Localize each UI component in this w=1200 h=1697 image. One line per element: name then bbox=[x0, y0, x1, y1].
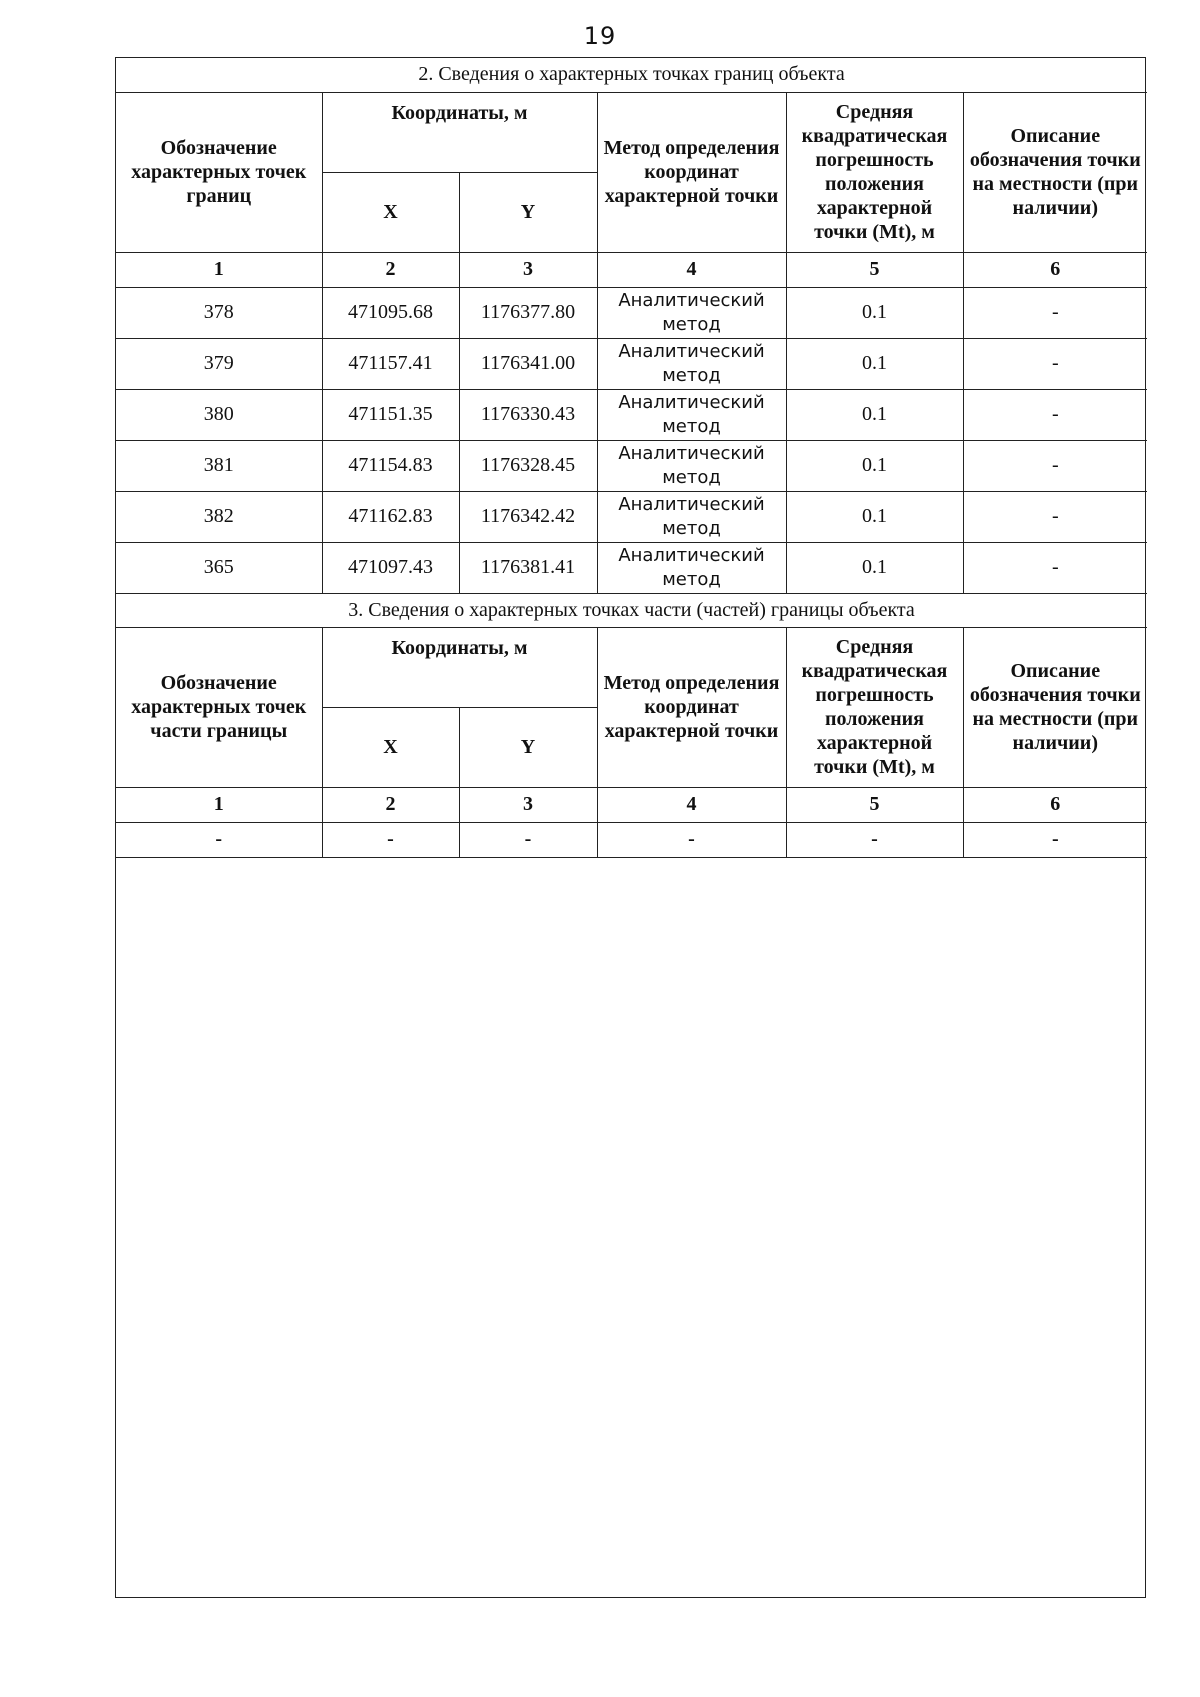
table-row bbox=[116, 389, 1147, 440]
header-x: X bbox=[322, 172, 459, 252]
mean-error: 0.1 bbox=[786, 389, 963, 440]
column-number: 5 bbox=[786, 787, 963, 822]
mean-error: 0.1 bbox=[786, 440, 963, 491]
method: Аналитический метод bbox=[597, 338, 786, 389]
mean-error: 0.1 bbox=[786, 338, 963, 389]
column-number: 1 bbox=[116, 252, 322, 287]
method: Аналитический метод bbox=[597, 542, 786, 593]
header-coordinates: Координаты, м bbox=[322, 92, 597, 172]
header-part-point-designation: Обозначение характерных точек части границы bbox=[116, 627, 322, 787]
method: Аналитический метод bbox=[597, 491, 786, 542]
empty-row bbox=[116, 822, 1147, 857]
empty-cell: - bbox=[963, 822, 1147, 857]
header-y: Y bbox=[459, 707, 597, 787]
column-number: 4 bbox=[597, 252, 786, 287]
table-row bbox=[116, 491, 1147, 542]
empty-cell: - bbox=[597, 822, 786, 857]
coord-y: 1176381.41 bbox=[459, 542, 597, 593]
column-numbers-row bbox=[116, 787, 1147, 822]
method: Аналитический метод bbox=[597, 287, 786, 338]
method: Аналитический метод bbox=[597, 389, 786, 440]
header-y: Y bbox=[459, 172, 597, 252]
mean-error: 0.1 bbox=[786, 287, 963, 338]
boundary-points-table bbox=[116, 58, 1147, 858]
header-description: Описание обозначения точки на местности (при наличии) bbox=[963, 627, 1147, 787]
description: - bbox=[963, 389, 1147, 440]
point-id: 365 bbox=[116, 542, 322, 593]
header-mean-error: Средняя квадратическая погрешность положения характерной точки (Mt), м bbox=[786, 627, 963, 787]
section2-title: 2. Сведения о характерных точках границ объекта bbox=[116, 58, 1147, 92]
mean-error: 0.1 bbox=[786, 542, 963, 593]
column-numbers-row bbox=[116, 252, 1147, 287]
table-row bbox=[116, 287, 1147, 338]
method: Аналитический метод bbox=[597, 440, 786, 491]
empty-cell: - bbox=[459, 822, 597, 857]
description: - bbox=[963, 491, 1147, 542]
column-number: 5 bbox=[786, 252, 963, 287]
table-row bbox=[116, 440, 1147, 491]
column-number: 1 bbox=[116, 787, 322, 822]
column-number: 3 bbox=[459, 252, 597, 287]
header-method: Метод определения координат характерной точки bbox=[597, 627, 786, 787]
coord-x: 471095.68 bbox=[322, 287, 459, 338]
header-point-designation: Обозначение характерных точек границ bbox=[116, 92, 322, 252]
coord-x: 471151.35 bbox=[322, 389, 459, 440]
page-number: 19 bbox=[583, 22, 617, 50]
coord-y: 1176342.42 bbox=[459, 491, 597, 542]
header-method: Метод определения координат характерной точки bbox=[597, 92, 786, 252]
column-number: 3 bbox=[459, 787, 597, 822]
coord-y: 1176341.00 bbox=[459, 338, 597, 389]
empty-cell: - bbox=[786, 822, 963, 857]
coord-y: 1176328.45 bbox=[459, 440, 597, 491]
coord-x: 471157.41 bbox=[322, 338, 459, 389]
coord-y: 1176330.43 bbox=[459, 389, 597, 440]
column-number: 6 bbox=[963, 787, 1147, 822]
description: - bbox=[963, 338, 1147, 389]
description: - bbox=[963, 542, 1147, 593]
point-id: 379 bbox=[116, 338, 322, 389]
column-number: 6 bbox=[963, 252, 1147, 287]
description: - bbox=[963, 440, 1147, 491]
header-mean-error: Средняя квадратическая погрешность положения характерной точки (Mt), м bbox=[786, 92, 963, 252]
document-sheet bbox=[115, 57, 1146, 1598]
header-coordinates: Координаты, м bbox=[322, 627, 597, 707]
point-id: 382 bbox=[116, 491, 322, 542]
table-row bbox=[116, 542, 1147, 593]
mean-error: 0.1 bbox=[786, 491, 963, 542]
point-id: 380 bbox=[116, 389, 322, 440]
point-id: 381 bbox=[116, 440, 322, 491]
empty-cell: - bbox=[322, 822, 459, 857]
coord-y: 1176377.80 bbox=[459, 287, 597, 338]
coord-x: 471154.83 bbox=[322, 440, 459, 491]
column-number: 2 bbox=[322, 787, 459, 822]
header-x: X bbox=[322, 707, 459, 787]
table-row bbox=[116, 338, 1147, 389]
description: - bbox=[963, 287, 1147, 338]
column-number: 4 bbox=[597, 787, 786, 822]
column-number: 2 bbox=[322, 252, 459, 287]
coord-x: 471162.83 bbox=[322, 491, 459, 542]
coord-x: 471097.43 bbox=[322, 542, 459, 593]
header-description: Описание обозначения точки на местности (при наличии) bbox=[963, 92, 1147, 252]
empty-cell: - bbox=[116, 822, 322, 857]
section3-title: 3. Сведения о характерных точках части (частей) границы объекта bbox=[116, 593, 1147, 627]
point-id: 378 bbox=[116, 287, 322, 338]
